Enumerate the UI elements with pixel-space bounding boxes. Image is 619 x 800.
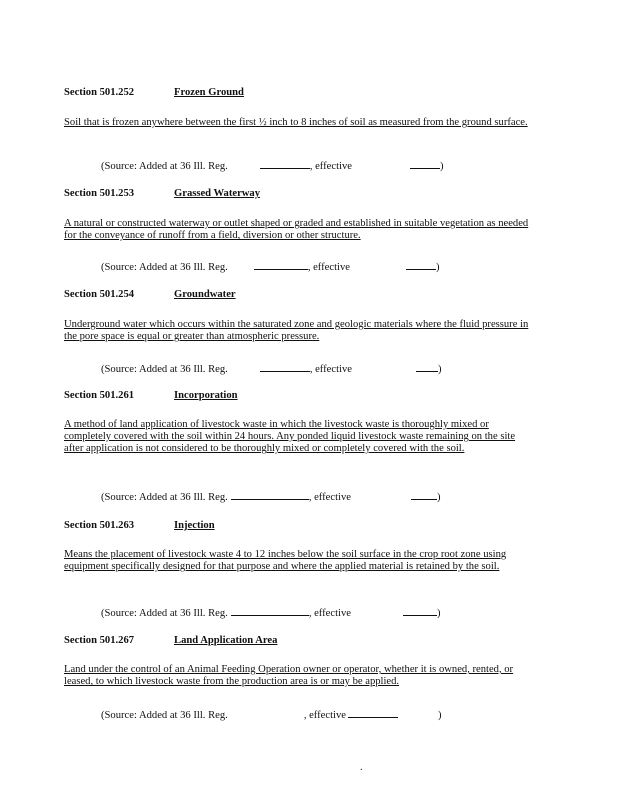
section-heading: Section 501.253 Grassed Waterway	[64, 188, 261, 199]
section-heading: Section 501.261 Incorporation	[64, 390, 238, 401]
reg-blank	[231, 489, 309, 500]
section-501-253	[64, 187, 534, 200]
source-note: (Source: Added at 36 Ill. Reg. , effective )	[101, 259, 440, 274]
date-blank	[416, 361, 438, 372]
section-definition: Land under the control of an Animal Feeding Operation owner or operator, whether it is owned, rented, or leased, to which livestock waste from the production area is or may be applied.	[64, 664, 514, 688]
reg-blank	[260, 361, 310, 372]
section-501-261	[64, 389, 534, 402]
section-501-263	[64, 519, 534, 532]
section-501-267	[64, 634, 534, 647]
section-definition: A method of land application of livestock waste in which the livestock waste is thoroughly mixed or completely covered with the soil within 24 hours. Any ponded liquid livestock waste remaining on the site after application is not considered to be thoroughly mixed or completely covered with the soil.	[64, 419, 516, 455]
date-blank	[406, 259, 436, 270]
section-501-252	[64, 86, 534, 99]
date-blank	[411, 489, 437, 500]
reg-blank	[231, 605, 309, 616]
section-heading: Section 501.254 Groundwater	[64, 289, 236, 300]
section-501-254	[64, 288, 534, 301]
source-note: (Source: Added at 36 Ill. Reg. , effective )	[101, 158, 444, 173]
section-definition: A natural or constructed waterway or outlet shaped or graded and established in suitable vegetation as needed for the conveyance of runoff from a field, diversion or other structure.	[64, 218, 529, 242]
section-definition: Soil that is frozen anywhere between the first ½ inch to 8 inches of soil as measured from the ground surface.	[64, 117, 528, 128]
reg-blank	[260, 158, 310, 169]
date-blank	[348, 707, 398, 718]
page-mark: .	[360, 762, 363, 773]
section-definition: Means the placement of livestock waste 4 to 12 inches below the soil surface in the crop root zone using equipment specifically designed for that purpose and where the applied material is retained by the soil.	[64, 549, 507, 573]
source-note: (Source: Added at 36 Ill. Reg. , effective )	[101, 489, 441, 504]
source-note: (Source: Added at 36 Ill. Reg. , effective )	[101, 361, 442, 376]
section-heading: Section 501.267 Land Application Area	[64, 635, 278, 646]
reg-blank	[254, 259, 308, 270]
section-definition: Underground water which occurs within the saturated zone and geologic materials where the fluid pressure in the pore space is equal or greater than atmospheric pressure.	[64, 319, 529, 343]
section-heading: Section 501.263 Injection	[64, 520, 215, 531]
source-note: (Source: Added at 36 Ill. Reg. , effective )	[101, 707, 442, 722]
date-blank	[403, 605, 437, 616]
section-heading: Section 501.252 Frozen Ground	[64, 87, 244, 98]
source-note: (Source: Added at 36 Ill. Reg. , effective )	[101, 605, 441, 620]
date-blank	[410, 158, 440, 169]
